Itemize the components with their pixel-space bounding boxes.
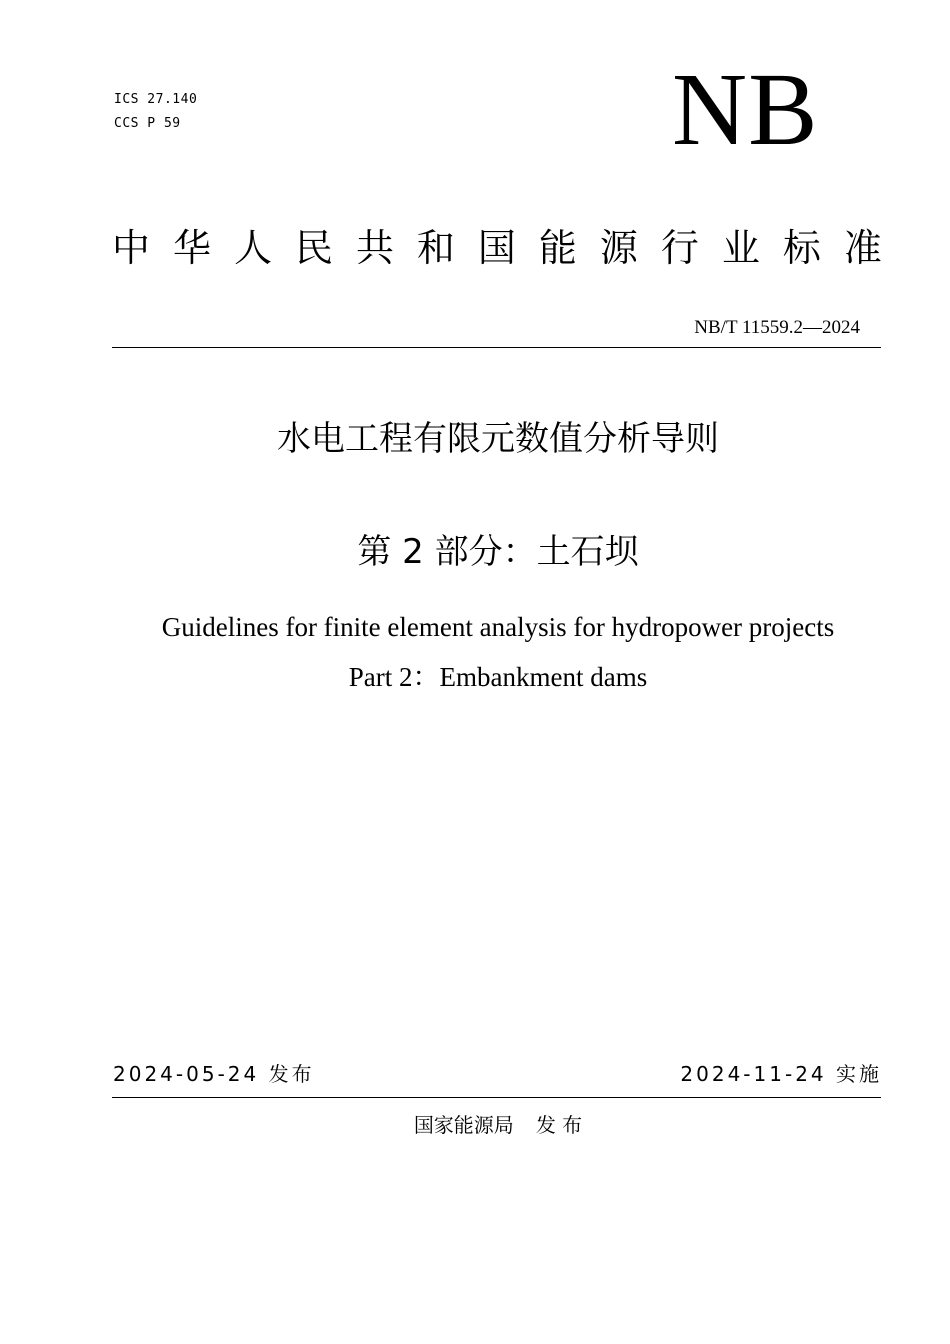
category-char: 共 — [355, 226, 394, 270]
part-title-english: Part 2：Embankment dams — [348, 662, 648, 692]
top-divider — [112, 347, 881, 348]
part-title-chinese: 第 2 部分：土石坝 — [357, 532, 639, 572]
category-char: 业 — [721, 226, 760, 270]
issuer-action: 发 布 — [535, 1113, 583, 1137]
classification-codes — [114, 88, 197, 136]
category-char: 准 — [843, 226, 882, 270]
category-char: 能 — [538, 226, 577, 270]
ics-code: ICS 27.140 — [114, 92, 198, 107]
standard-category-title — [112, 218, 882, 278]
issuer-line — [0, 1110, 950, 1140]
category-char: 行 — [660, 226, 699, 270]
category-char: 源 — [599, 226, 638, 270]
nb-logo: NB — [672, 52, 819, 167]
issue-date: 2024-05-24 发布 — [113, 1062, 315, 1086]
category-char: 标 — [782, 226, 821, 270]
category-char: 民 — [294, 226, 333, 270]
bottom-divider — [112, 1097, 881, 1098]
implementation-date: 2024-11-24 实施 — [680, 1062, 882, 1086]
document-title-english: Guidelines for finite element analysis for hydropower projects — [161, 612, 835, 642]
category-char: 国 — [477, 226, 516, 270]
category-char: 华 — [172, 226, 211, 270]
category-char: 和 — [416, 226, 455, 270]
category-char: 中 — [112, 226, 151, 270]
document-title-chinese: 水电工程有限元数值分析导则 — [277, 419, 719, 459]
issuer-name: 国家能源局 — [413, 1113, 514, 1137]
standard-number: NB/T 11559.2—2024 — [694, 317, 860, 338]
category-char: 人 — [233, 226, 272, 270]
ccs-code: CCS P 59 — [114, 116, 181, 131]
